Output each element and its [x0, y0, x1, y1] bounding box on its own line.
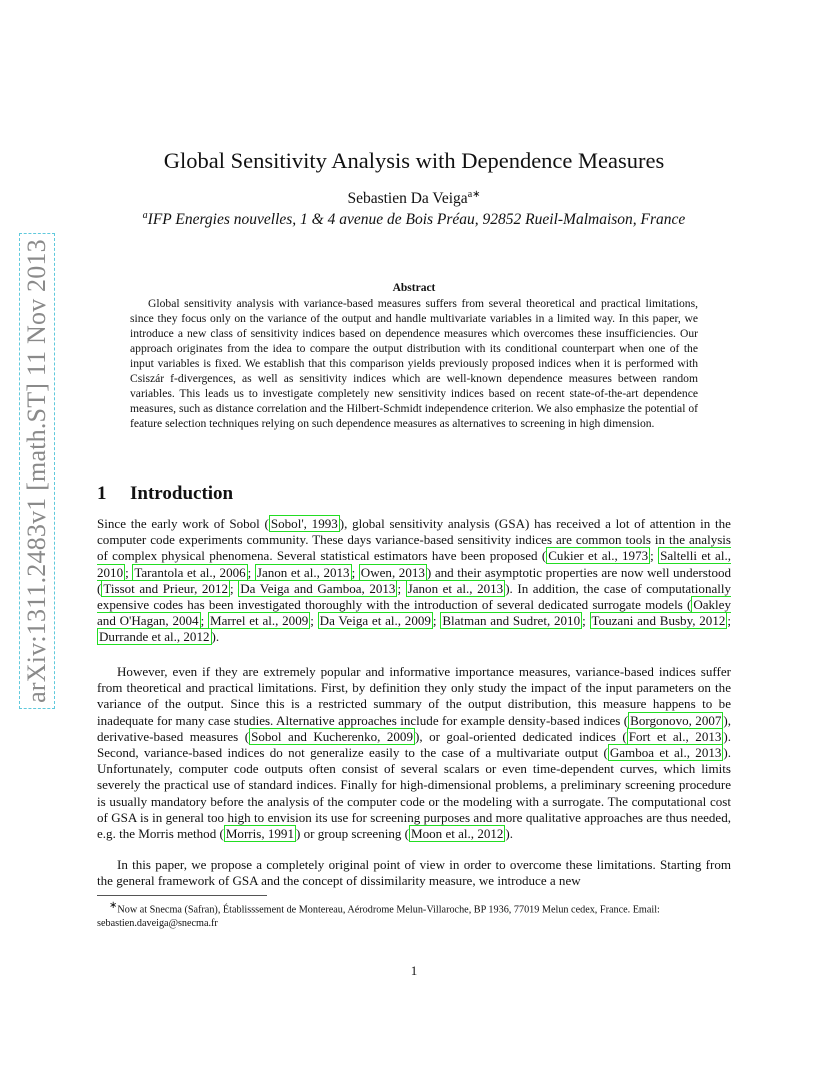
separator: ; — [200, 613, 208, 629]
citation-link[interactable]: Sobol', 1993 — [270, 516, 338, 531]
affiliation: IFP Energies nouvelles, 1 & 4 avenue de Bois Préau, 92852 Rueil-Malmaison, France — [147, 211, 686, 229]
text-run: ) and their asymptotic properties are now well understood ( — [97, 564, 732, 596]
abstract-heading: Abstract — [392, 282, 436, 294]
citation-link[interactable]: Blatman and Sudret, 2010 — [442, 613, 581, 629]
abstract-text: Global sensitivity analysis with variance-based measures suffers from several theoretical and practical limitations, since they focus only on the variance of the output and handle multivariate variables in a limited way. In this paper, we introduce a new class of sensitivity indices based on dependence measures which overcomes these insufficiencies. Our approach originates from the idea to compare the output distribution with its conditional counterpart when one of the input variables is fixed. We establish that this comparison yields previously proposed indices when it is performed with Csiszár f-divergences, as well as sensitivity indices which are well-known dependence measures between random variables. This leads us to investigate completely new sensitivity indices based on recent state-of-the-art dependence measures, such as distance correlation and the Hilbert-Schmidt independence criterion. We also emphasize the potential of feature selection techniques relying on such dependence measures as alternatives to screening in high dimension. — [130, 297, 698, 430]
separator: ; — [230, 580, 239, 596]
page-number: 1 — [410, 963, 418, 978]
text-run: ), derivative-based measures ( — [97, 712, 731, 744]
arxiv-id-text: arXiv:1311.2483v1 [math.ST] 11 Nov 2013 — [22, 239, 51, 703]
arxiv-stamp — [22, 236, 52, 706]
separator: ; — [310, 613, 318, 629]
citation-link[interactable]: Cukier et al., 1973 — [548, 548, 649, 564]
text-run: However, even if they are extremely popular and informative importance measures, variance-based indices suffer from theoretical and practical limitations. First, by definition they only study the impact of the input parameters on the variance of the output. Since this is a restricted summary of the output distribution, this measure happens to be inadequate for many case studies. Alternative approaches include for example density-based indices ( — [97, 664, 731, 728]
affiliation-line — [0, 210, 828, 229]
citation-link[interactable]: Saltelli et al., 2010 — [97, 548, 731, 580]
citation-link[interactable]: Tissot and Prieur, 2012 — [103, 580, 228, 596]
paper-title: Global Sensitivity Analysis with Dependence Measures — [163, 148, 665, 173]
separator: ; — [397, 580, 406, 596]
text-run: ), or goal-oriented dedicated indices ( — [414, 728, 627, 744]
affiliation-mark: a — [142, 210, 148, 221]
citation-link[interactable]: Marrel et al., 2009 — [209, 613, 309, 629]
citation-link[interactable]: Owen, 2013 — [360, 564, 425, 580]
citation-link[interactable]: Borgonovo, 2007 — [630, 712, 722, 728]
separator: ; — [351, 564, 359, 580]
separator: ; — [247, 564, 255, 580]
author-line — [0, 189, 828, 208]
text-run: ). Second, variance-based indices do not generalize easily to the case of a multivariate output ( — [97, 728, 732, 761]
citation-link[interactable]: Janon et al., 2013 — [256, 564, 350, 580]
citation-link[interactable]: Touzani and Busby, 2012 — [591, 613, 726, 629]
section-number: 1 — [97, 483, 107, 504]
citation-link[interactable]: Da Veiga and Gamboa, 2013 — [240, 580, 396, 596]
text-run: ). — [211, 629, 220, 645]
citation-link[interactable]: Da Veiga et al., 2009 — [319, 613, 431, 629]
intro-paragraph-1 — [97, 516, 731, 646]
text-run: Since the early work of Sobol ( — [97, 516, 269, 531]
section-title: Introduction — [130, 483, 234, 504]
citation-link[interactable]: Tarantola et al., 2006 — [134, 564, 246, 580]
citation-link[interactable]: Moon et al., 2012 — [411, 826, 504, 842]
footnote-text: Now at Snecma (Safran), Établisssement de Montereau, Aérodrome Melun-Villaroche, BP 1936, 77019 Melun cedex, France. Email: sebastien.daveiga@snecma.fr — [97, 904, 660, 929]
separator: ; — [727, 613, 731, 629]
text-run: ). — [505, 826, 514, 842]
section-heading — [97, 483, 233, 505]
footnote — [97, 899, 731, 930]
separator: ; — [432, 613, 441, 629]
citation-link[interactable]: Oakley and O'Hagan, 2004 — [97, 597, 731, 629]
text-run: ) or group screening ( — [295, 826, 410, 842]
author-name: Sebastien Da Veiga — [347, 190, 468, 208]
text-run: ). In addition, the case of computationally expensive codes has been investigated thoroughly with the introduction of several dedicated surrogate models ( — [97, 580, 732, 613]
citation-link[interactable]: Sobol and Kucherenko, 2009 — [251, 728, 413, 744]
text-run: ), global sensitivity analysis (GSA) has received a lot of attention in the computer code experiments community. These days variance-based sensitivity indices are common tools in the analysis of complex physical phenomena. Several statistical estimators have been proposed ( — [97, 516, 731, 564]
footnote-mark: ∗ — [109, 900, 118, 911]
citation-link[interactable]: Gamboa et al., 2013 — [609, 745, 722, 761]
separator: ; — [125, 564, 133, 580]
author-marks: a∗ — [467, 189, 481, 200]
footnote-rule — [97, 895, 267, 896]
intro-paragraph-3: In this paper, we propose a completely original point of view in order to overcome these limitations. Starting from the general framework of GSA and the concept of dissimilarity measure, we introduce a new — [97, 857, 731, 889]
citation-link[interactable]: Fort et al., 2013 — [628, 728, 722, 744]
text-run: ). Unfortunately, computer code outputs often consist of several scalars or even time-dependent curves, which limits severely the practical use of standard indices. Finally for high-dimensional problems, a preliminary screening procedure is usually mandatory before the analysis of the computer code or the modeling with a surrogate. The computational cost of GSA is in general too high to envision its use for screening purposes and more qualitative approaches are thus needed, e.g. the Morris method ( — [97, 745, 732, 842]
intro-paragraph-2 — [97, 664, 731, 842]
citation-link[interactable]: Janon et al., 2013 — [407, 580, 504, 596]
citation-link[interactable]: Morris, 1991 — [225, 826, 294, 842]
citation-link[interactable]: Durrande et al., 2012 — [99, 629, 210, 645]
separator: ; — [650, 548, 659, 564]
separator: ; — [582, 613, 590, 629]
